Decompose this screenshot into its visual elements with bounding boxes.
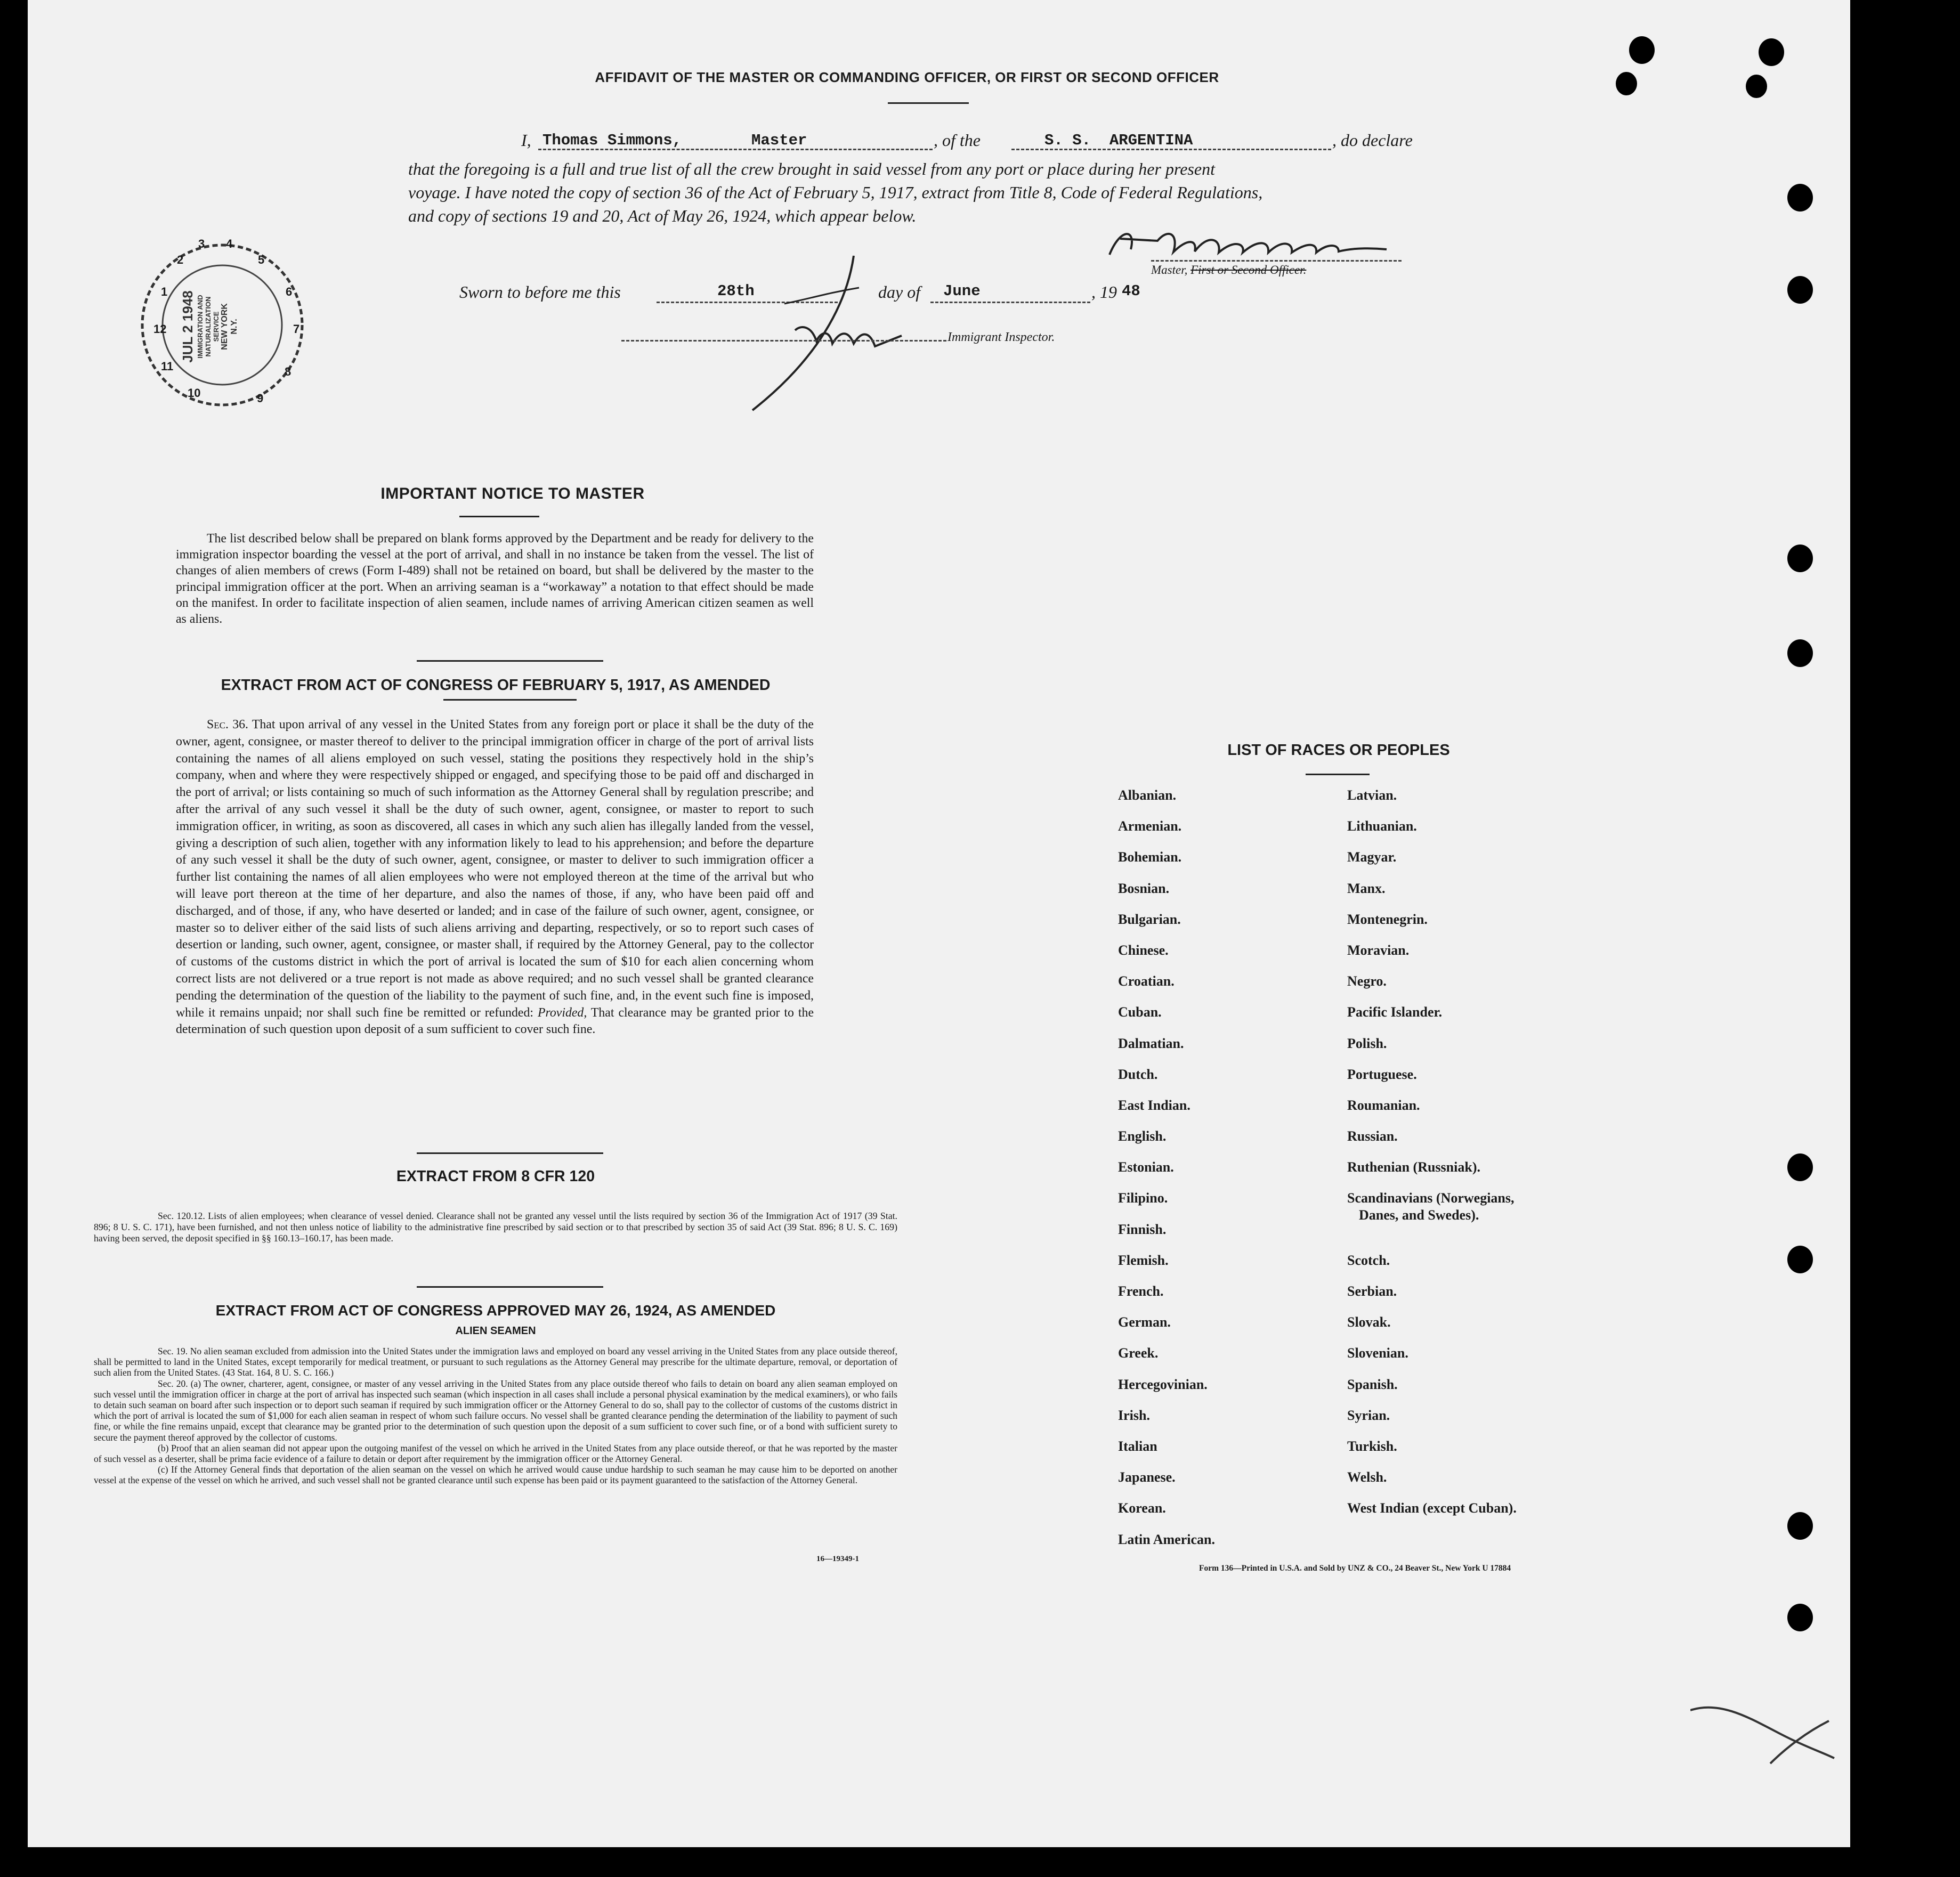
- race-item: Negro.: [1347, 973, 1387, 989]
- race-item: Korean.: [1118, 1500, 1166, 1516]
- race-item: Croatian.: [1118, 973, 1175, 989]
- race-item: Albanian.: [1118, 787, 1177, 803]
- binder-hole: [1787, 545, 1813, 572]
- affidavit-title: AFFIDAVIT OF THE MASTER OR COMMANDING OFFICER, OR FIRST OR SECOND OFFICER: [595, 69, 1219, 85]
- binder-hole: [1787, 1604, 1813, 1631]
- master-label: Master,: [1151, 263, 1188, 277]
- divider: [417, 660, 603, 662]
- form-code: 16—19349-1: [816, 1555, 859, 1563]
- sworn-year: 48: [1122, 282, 1140, 300]
- race-item: Dalmatian.: [1118, 1035, 1184, 1051]
- race-item: Bosnian.: [1118, 880, 1170, 896]
- binder-hole: [1629, 36, 1655, 64]
- race-item: Greek.: [1118, 1345, 1159, 1361]
- race-item: Italian: [1118, 1438, 1157, 1454]
- race-item: Spanish.: [1347, 1376, 1398, 1392]
- race-item: Turkish.: [1347, 1438, 1397, 1454]
- stamp-number: 3: [198, 237, 205, 250]
- lead-text: I,: [521, 131, 531, 150]
- race-item: Finnish.: [1118, 1221, 1167, 1237]
- race-item: Moravian.: [1347, 942, 1410, 958]
- stamp-number: 4: [226, 237, 233, 250]
- divider: [888, 102, 969, 104]
- stamp-number: 7: [293, 322, 300, 336]
- race-item: Welsh.: [1347, 1469, 1387, 1485]
- race-item: Bulgarian.: [1118, 911, 1181, 927]
- race-item: Russian.: [1347, 1128, 1398, 1144]
- signature-line: [1151, 260, 1402, 262]
- race-item: Lithuanian.: [1347, 818, 1417, 834]
- binder-hole: [1787, 1512, 1813, 1540]
- races-title: LIST OF RACES OR PEOPLES: [1227, 742, 1450, 759]
- race-item: Magyar.: [1347, 849, 1397, 865]
- sworn-text: Sworn to before me this: [459, 282, 621, 302]
- master-signature: [1099, 217, 1392, 271]
- of-the-text: , of the: [934, 131, 981, 150]
- extract-1924-title: EXTRACT FROM ACT OF CONGRESS APPROVED MAY 26, 1924, AS AMENDED: [215, 1302, 776, 1319]
- section-20c-text: (c) If the Attorney General finds that deportation of the alien seaman on the vessel on which he arrived would cause undue hardship to such seaman he may cause him to be deported on another vessel at the expense of the vessel on which he arrived, and such vessel shall not be granted clearance until such expense has been paid or its payment guaranteed to the satisfaction of the Attorney General.: [94, 1464, 897, 1486]
- stamp-agency: IMMIGRATION AND NATURALIZATION: [196, 295, 212, 359]
- section-19-text: Sec. 19. No alien seaman excluded from admission into the United States under the immigration laws and employed on board any vessel arriving in the United States from any place outside thereof, shall be permitted to land in the United States, except temporarily for medical treatment, or pursuant to such regulations as the Attorney General may prescribe for the ultimate departure, removal, or deportation of such alien from the United States. (43 Stat. 164, 8 U. S. C. 166.): [94, 1346, 897, 1378]
- race-item: Hercegovinian.: [1118, 1376, 1208, 1392]
- year-prefix: , 19: [1091, 282, 1117, 302]
- stamp-number: 9: [257, 392, 264, 405]
- race-item: East Indian.: [1118, 1097, 1190, 1113]
- binder-hole: [1787, 184, 1813, 212]
- race-item: Montenegrin.: [1347, 911, 1428, 927]
- race-item: German.: [1118, 1314, 1171, 1330]
- date-stamp: [134, 232, 331, 421]
- stamp-number: 11: [161, 360, 174, 373]
- races-right-column: [1347, 787, 1517, 1532]
- stamp-text: [180, 271, 265, 383]
- affidavit-line-1: [408, 131, 1453, 152]
- binder-hole: [1787, 1153, 1813, 1181]
- inspector-line: [621, 340, 946, 342]
- cfr-body: Sec. 120.12. Lists of alien employees; when clearance of vessel denied. Clearance shall not be granted any vessel until the lists required by section 36 of the Immigration Act of 1917 (39 Stat. 896; 8 U. S. C. 171), have been furnished, and not then unless notice of liability to the administrative fine prescribed by said section or to that prescribed by section 35 of said Act (39 Stat. 896; 8 U. S. C. 169) having been served, the deposit specified in §§ 160.13–160.17, has been made.: [94, 1210, 897, 1244]
- race-item: Roumanian.: [1347, 1097, 1420, 1113]
- proviso-text: That clearance may be granted prior to the determination of such question upon deposit of a sum sufficient to cover such fine.: [176, 1005, 814, 1037]
- binder-hole: [1746, 75, 1767, 98]
- race-item: Scandinavians (Norwegians,: [1347, 1190, 1514, 1206]
- extract-1924-body: [94, 1346, 897, 1486]
- stamp-date: JUL 2 1948: [180, 290, 196, 363]
- race-item: Armenian.: [1118, 818, 1182, 834]
- race-item: Slovenian.: [1347, 1345, 1408, 1361]
- stamp-number: 10: [188, 386, 201, 400]
- race-item: Cuban.: [1118, 1004, 1162, 1020]
- race-item: Bohemian.: [1118, 849, 1182, 865]
- vessel-name: S. S. ARGENTINA: [1044, 132, 1193, 149]
- binder-hole: [1759, 38, 1784, 66]
- race-item: Flemish.: [1118, 1252, 1169, 1268]
- inspector-signature: [720, 250, 966, 416]
- binder-hole: [1787, 639, 1813, 667]
- race-item: Manx.: [1347, 880, 1386, 896]
- race-item: Japanese.: [1118, 1469, 1176, 1485]
- form-printer-note: Form 136—Printed in U.S.A. and Sold by UNZ & CO., 24 Beaver St., New York U 17884: [1199, 1564, 1511, 1573]
- affidavit-line-3: voyage. I have noted the copy of section 36 of the Act of February 5, 1917, extract from Title 8, Code of Federal Regulations,: [408, 183, 1263, 202]
- races-left-column: [1118, 787, 1215, 1563]
- race-item: English.: [1118, 1128, 1167, 1144]
- stamp-number: 1: [161, 285, 168, 298]
- race-item: West Indian (except Cuban).: [1347, 1500, 1517, 1516]
- binder-hole: [1787, 276, 1813, 304]
- race-item: Latvian.: [1347, 787, 1397, 803]
- section-label: Sec. 36.: [207, 718, 248, 732]
- cfr-title: EXTRACT FROM 8 CFR 120: [396, 1168, 595, 1185]
- stamp-service: SERVICE: [212, 311, 220, 342]
- sworn-month: June: [943, 282, 981, 300]
- extract-1917-body: [176, 717, 814, 1038]
- declare-text: , do declare: [1332, 131, 1413, 150]
- stamp-state: N.Y.: [230, 319, 239, 335]
- section-36-text: That upon arrival of any vessel in the United States from any foreign port or place it shall be the duty of the owner, agent, consignee, or master thereof to deliver to the principal immigration officer in charge of the port of arrival lists containing the names of all aliens employed on such vessel, stating the positions they respectively hold in the ship’s company, when and where they were respectively shipped or engaged, and specifying those to be paid off and discharged in the port of arrival; or lists containing so much of such information as the Attorney General shall by regulation prescribe; and after the arrival of any such vessel it shall be the duty of such owner, agent, consignee, or master to report to such immigration officer, in writing, as soon as discovered, all cases in which any such alien has illegally landed from the vessel, giving a description of such alien, together with any information likely to lead to his apprehension; and before the departure of any such vessel it shall be the duty of such owner, agent, consignee, or master to deliver to such immigration officer a further list containing the names of all alien employees who were not employed thereon at the time of the arrival but who will leave port thereon at the time of her departure, and also the names of those, if any, who have been paid off and discharged, and of those, if any, who have deserted or landed; and in case of the failure of such owner, agent, consignee, or master so to deliver either of the said lists of such aliens arriving and departing, respectively, or so to report such cases of desertion or landing, such owner, agent, consignee, or master shall, if required by the Attorney General, pay to the collector of customs of the customs district in which the port of arrival is located the sum of $10 for each alien concerning whom correct lists are not delivered or a true report is not made as above required; and no such vessel shall be granted clearance pending the determination of the question of the liability to the payment of such fine, and, in the event such fine is imposed, while it remains unpaid; nor shall such fine be remitted or refunded:: [176, 718, 814, 1020]
- extract-1924-subtitle: ALIEN SEAMEN: [455, 1325, 536, 1337]
- extract-1917-title: EXTRACT FROM ACT OF CONGRESS OF FEBRUARY 5, 1917, AS AMENDED: [221, 677, 771, 694]
- sworn-day: 28th: [717, 282, 755, 300]
- struck-officer-label: First or Second Officer.: [1190, 263, 1307, 277]
- affidavit-line-2: that the foregoing is a full and true list of all the crew brought in said vessel from any port or place during her present: [408, 159, 1215, 178]
- document-page: [28, 0, 1850, 1847]
- day-of-text: day of: [878, 282, 921, 302]
- race-item: Latin American.: [1118, 1531, 1215, 1547]
- divider: [1306, 774, 1370, 775]
- pen-mark: [1690, 1700, 1850, 1774]
- proviso-label: Provided,: [537, 1005, 587, 1020]
- section-20b-text: (b) Proof that an alien seaman did not appear upon the outgoing manifest of the vessel on which he arrived in the United States from any place outside thereof, or that he was reported by the master of such vessel as a deserter, shall be prima facie evidence of a failure to detain or deport after requirement by the immigration officer or the Attorney General.: [94, 1442, 897, 1465]
- stamp-number: 2: [177, 253, 184, 266]
- race-item: Chinese.: [1118, 942, 1169, 958]
- divider: [459, 516, 539, 517]
- race-item: Dutch.: [1118, 1066, 1158, 1082]
- race-item: Polish.: [1347, 1035, 1387, 1051]
- signature-caption: [1151, 263, 1306, 277]
- race-item: Scotch.: [1347, 1252, 1390, 1268]
- race-item: Syrian.: [1347, 1407, 1390, 1423]
- stamp-number: 6: [286, 285, 293, 298]
- binder-hole: [1616, 72, 1637, 95]
- master-name: Thomas Simmons,: [542, 132, 682, 149]
- race-item: French.: [1118, 1283, 1164, 1299]
- race-item: Slovak.: [1347, 1314, 1391, 1330]
- section-20a-text: Sec. 20. (a) The owner, charterer, agent, consignee, or master of any vessel arriving in the United States from any place outside thereof who fails to detain on board any alien seaman employed on such vessel until the immigration officer in charge at the port of arrival has inspected such seaman (which inspection in all cases shall include a personal physical examination by the medical examiners), or who fails to detain such seaman on board after such inspection or to deport such seaman if required by such immigration officer or the Attorney General to do so, shall pay to the collector of customs of the customs district in which the port of arrival is located the sum of $1,000 for each alien seaman in respect of whom such failure occurs. No vessel shall be granted clearance pending the determination of the liability to payment of such fine, or while the fine remains unpaid, except that clearance may be granted prior to the determination of such question upon the deposit of a sum sufficient to cover such fine, or of a bond with sufficient surety to secure the payment thereof approved by the collector of customs.: [94, 1378, 897, 1443]
- race-item: Ruthenian (Russniak).: [1347, 1159, 1480, 1175]
- binder-hole: [1787, 1246, 1813, 1273]
- stamp-number: 5: [258, 253, 265, 266]
- race-item: Filipino.: [1118, 1190, 1168, 1206]
- divider: [417, 1286, 603, 1288]
- master-rank: Master: [751, 132, 807, 149]
- race-item: Estonian.: [1118, 1159, 1174, 1175]
- race-item: Serbian.: [1347, 1283, 1397, 1299]
- notice-title: IMPORTANT NOTICE TO MASTER: [380, 485, 645, 502]
- inspector-label: Immigrant Inspector.: [947, 330, 1055, 344]
- divider: [443, 699, 577, 701]
- stamp-city: NEW YORK: [220, 303, 229, 350]
- notice-body: The list described below shall be prepared on blank forms approved by the Department and be ready for delivery to the immigration inspector boarding the vessel at the port of arrival, and shall in no instance be taken from the vessel. The list of changes of alien members of crews (Form I-489) shall not be retained on board, but shall be delivered by the master to the principal immigration officer at the port. When an arriving seaman is a “workaway” a notation to that effect should be made on the manifest. In order to facilitate inspection of alien seamen, include names of arriving American citizen seamen as well as aliens.: [176, 532, 814, 627]
- affidavit-line-4: and copy of sections 19 and 20, Act of May 26, 1924, which appear below.: [408, 206, 917, 225]
- divider: [417, 1152, 603, 1154]
- race-item: Irish.: [1118, 1407, 1150, 1423]
- stamp-number: 8: [285, 365, 291, 378]
- race-item: Pacific Islander.: [1347, 1004, 1443, 1020]
- race-item: Danes, and Swedes).: [1359, 1207, 1479, 1223]
- race-item: Portuguese.: [1347, 1066, 1417, 1082]
- stamp-number: 12: [153, 322, 167, 336]
